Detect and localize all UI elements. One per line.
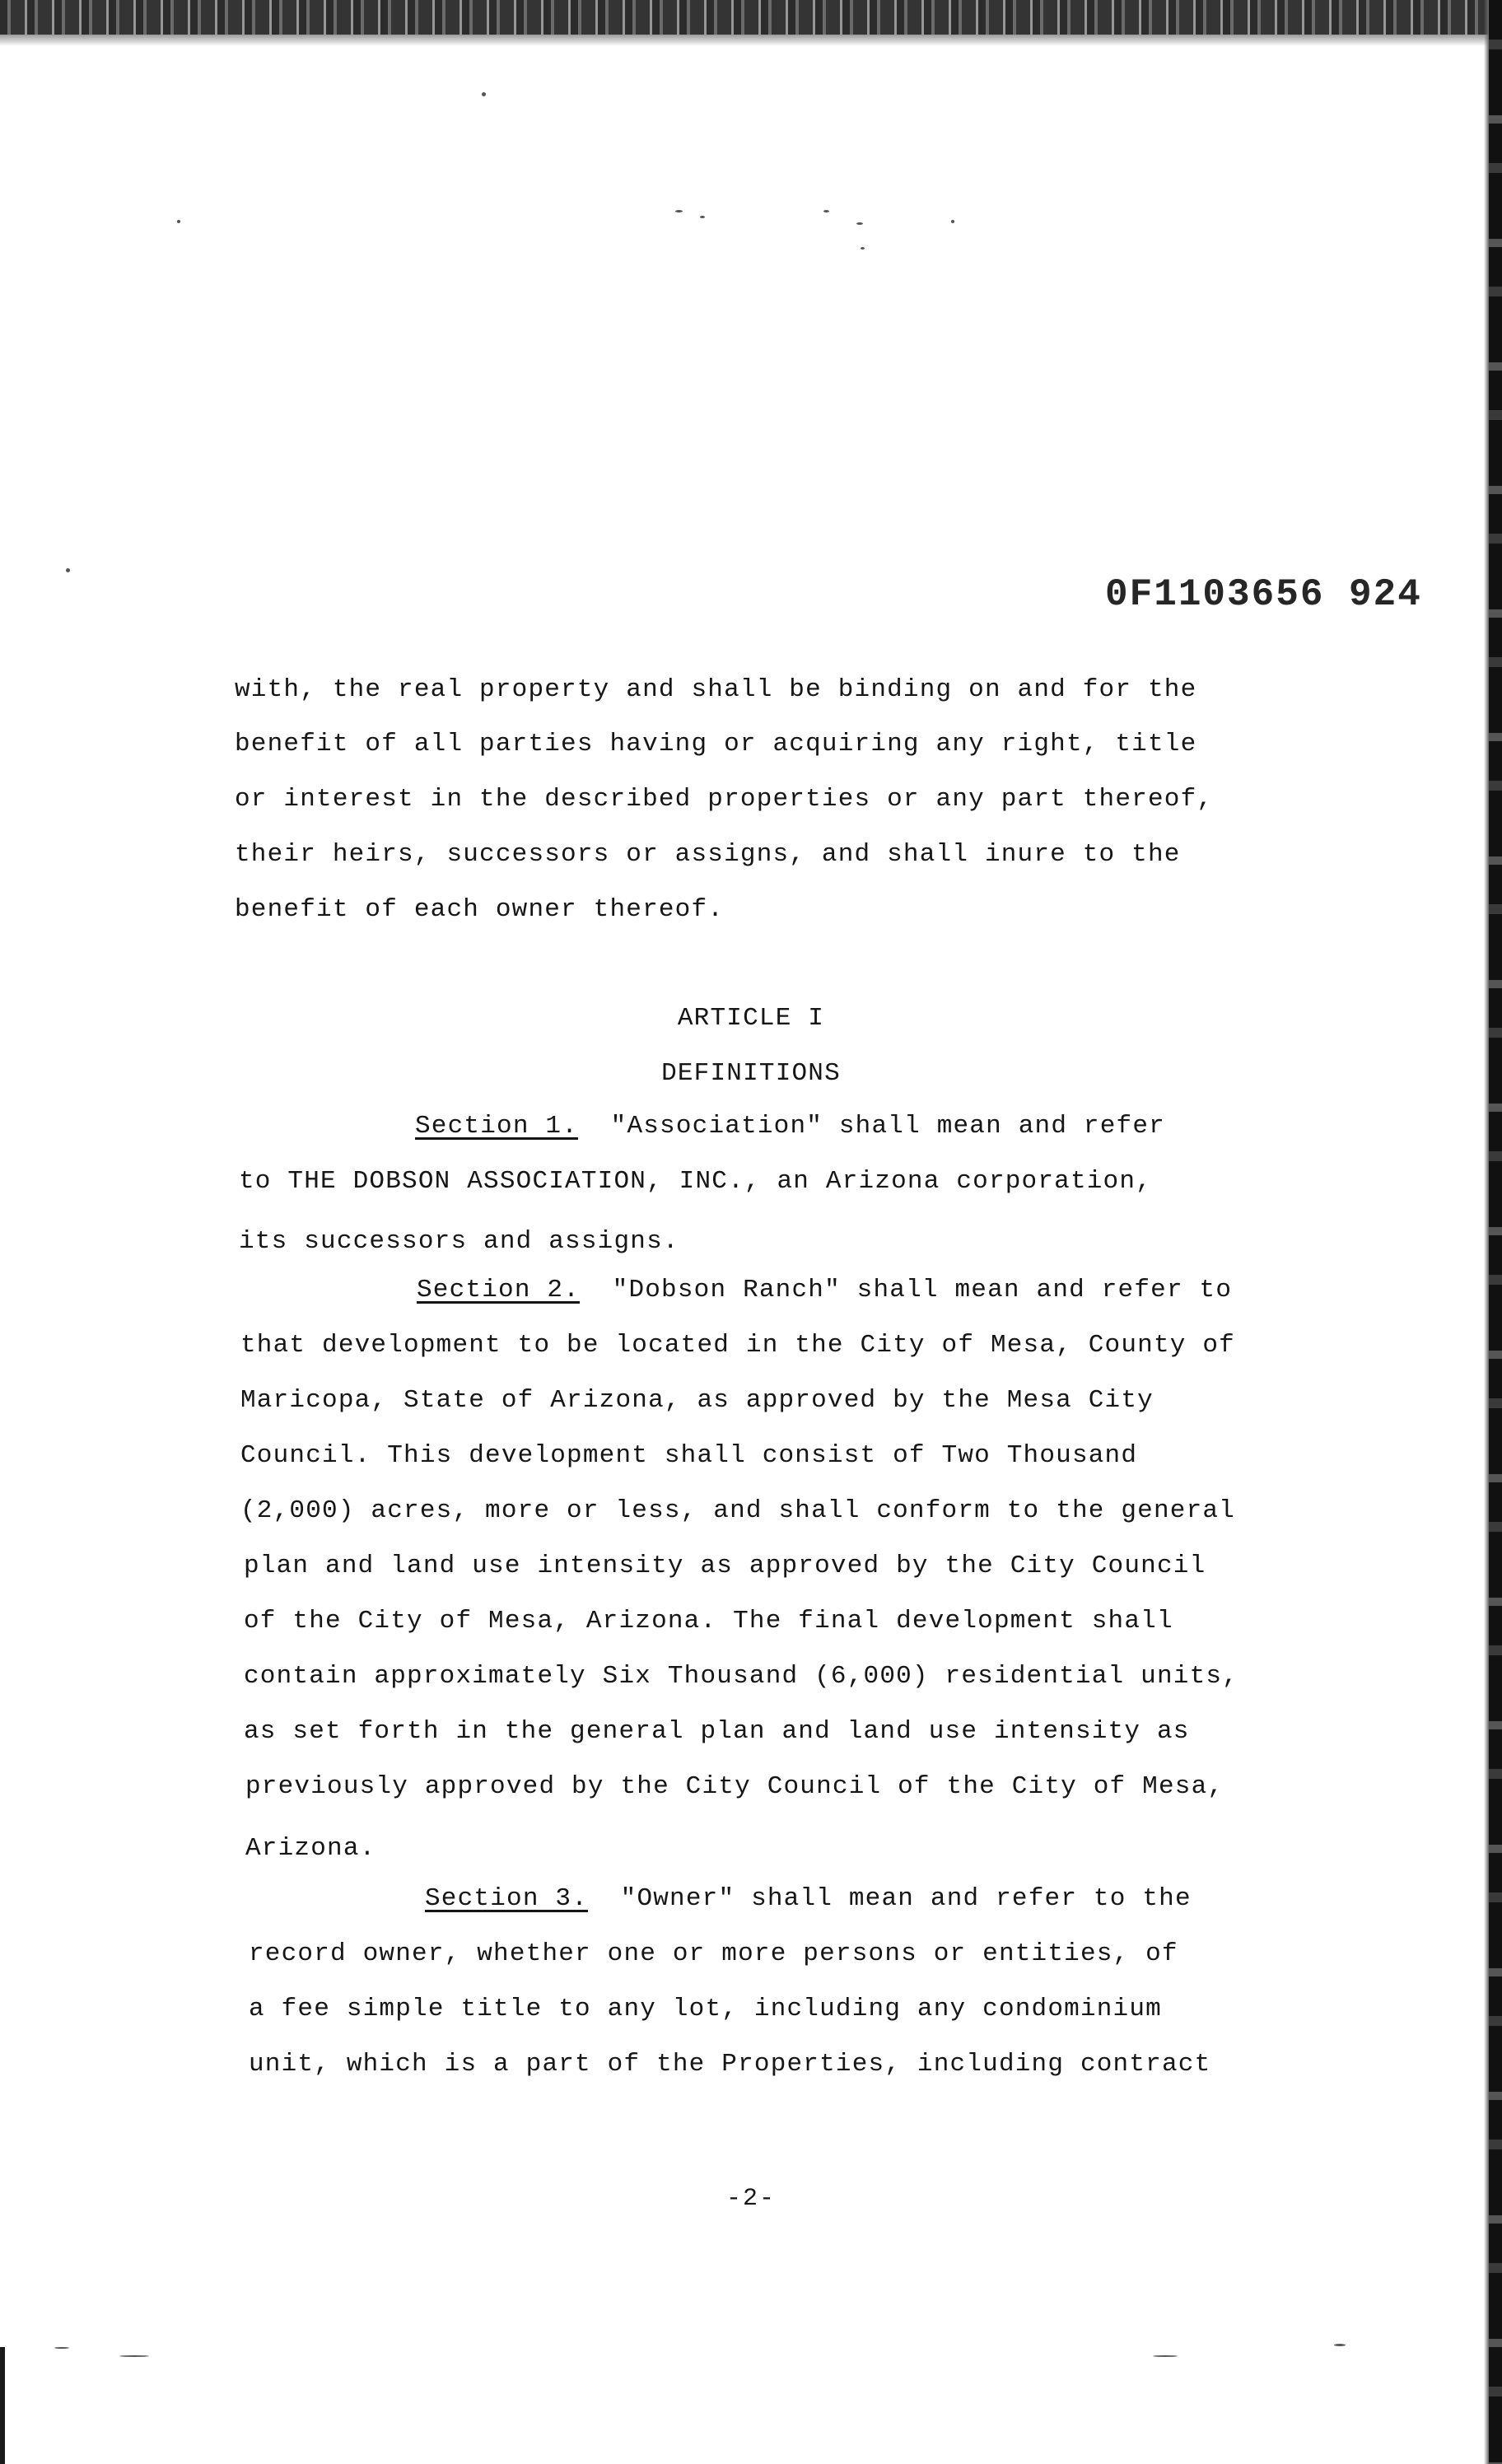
scan-speck bbox=[482, 92, 486, 96]
page-number: -2- bbox=[725, 2185, 776, 2213]
text-line: with, the real property and shall be binding on and for the bbox=[235, 675, 1197, 704]
section-1-heading: Section 1. bbox=[415, 1112, 579, 1141]
scan-speck bbox=[177, 220, 180, 223]
section-2-heading: Section 2. bbox=[417, 1276, 581, 1304]
text-line: plan and land use intensity as approved by the City Council bbox=[244, 1552, 1206, 1580]
scan-speck bbox=[66, 568, 70, 572]
section-1-text: "Association" shall mean and refer bbox=[610, 1112, 1165, 1141]
scan-speck bbox=[861, 247, 865, 250]
scan-speck bbox=[823, 210, 829, 212]
text-line: or interest in the described properties or any part thereof, bbox=[235, 785, 1214, 814]
text-line: record owner, whether one or more persons or entities, of bbox=[249, 1939, 1178, 1968]
text-line: their heirs, successors or assigns, and shall inure to the bbox=[235, 840, 1181, 869]
scan-edge-top-shadow bbox=[0, 35, 1502, 46]
scan-speck bbox=[700, 216, 705, 218]
section-2-text: "Dobson Ranch" shall mean and refer to bbox=[612, 1276, 1233, 1304]
scan-edge-right-shadow bbox=[1484, 0, 1489, 2464]
text-line: Maricopa, State of Arizona, as approved by the Mesa City bbox=[240, 1386, 1154, 1415]
text-line: its successors and assigns. bbox=[239, 1227, 679, 1256]
section-3-heading: Section 3. bbox=[425, 1884, 589, 1913]
scan-speck bbox=[119, 2355, 149, 2357]
text-line: previously approved by the City Council of the City of Mesa, bbox=[245, 1772, 1224, 1801]
recording-number: 0F1103656 924 bbox=[1105, 573, 1422, 616]
text-line: that development to be located in the City of Mesa, County of bbox=[240, 1331, 1235, 1360]
text-line: benefit of all parties having or acquiring any right, title bbox=[235, 730, 1197, 758]
section-2-first-line bbox=[417, 1274, 1232, 1307]
text-line: (2,000) acres, more or less, and shall conform to the general bbox=[240, 1496, 1235, 1525]
article-title: ARTICLE I bbox=[677, 1004, 825, 1033]
scan-edge-right bbox=[1489, 0, 1502, 2464]
text-line: of the City of Mesa, Arizona. The final development shall bbox=[244, 1607, 1173, 1636]
text-line: Arizona. bbox=[245, 1834, 376, 1863]
text-line: Council. This development shall consist of Two Thousand bbox=[240, 1441, 1138, 1470]
scan-speck bbox=[856, 222, 863, 225]
article-subtitle: DEFINITIONS bbox=[661, 1059, 841, 1088]
section-3-text: "Owner" shall mean and refer to the bbox=[620, 1884, 1192, 1913]
scan-edge-top bbox=[0, 0, 1502, 35]
scan-edge-left bbox=[0, 2347, 5, 2464]
scan-speck bbox=[54, 2347, 69, 2349]
scan-speck bbox=[1334, 2344, 1346, 2346]
text-line: benefit of each owner thereof. bbox=[235, 895, 725, 924]
scan-speck bbox=[951, 220, 954, 223]
section-3-first-line bbox=[425, 1883, 1192, 1916]
section-1-first-line bbox=[415, 1110, 1165, 1143]
scan-speck bbox=[675, 210, 683, 212]
scan-speck bbox=[1153, 2355, 1178, 2357]
text-line: contain approximately Six Thousand (6,000) residential units, bbox=[244, 1662, 1238, 1691]
text-line: a fee simple title to any lot, including any condominium bbox=[249, 1995, 1162, 2023]
text-line: unit, which is a part of the Properties, including contract bbox=[249, 2050, 1211, 2079]
text-line: to THE DOBSON ASSOCIATION, INC., an Arizona corporation, bbox=[239, 1167, 1152, 1196]
text-line: as set forth in the general plan and land use intensity as bbox=[244, 1717, 1190, 1746]
